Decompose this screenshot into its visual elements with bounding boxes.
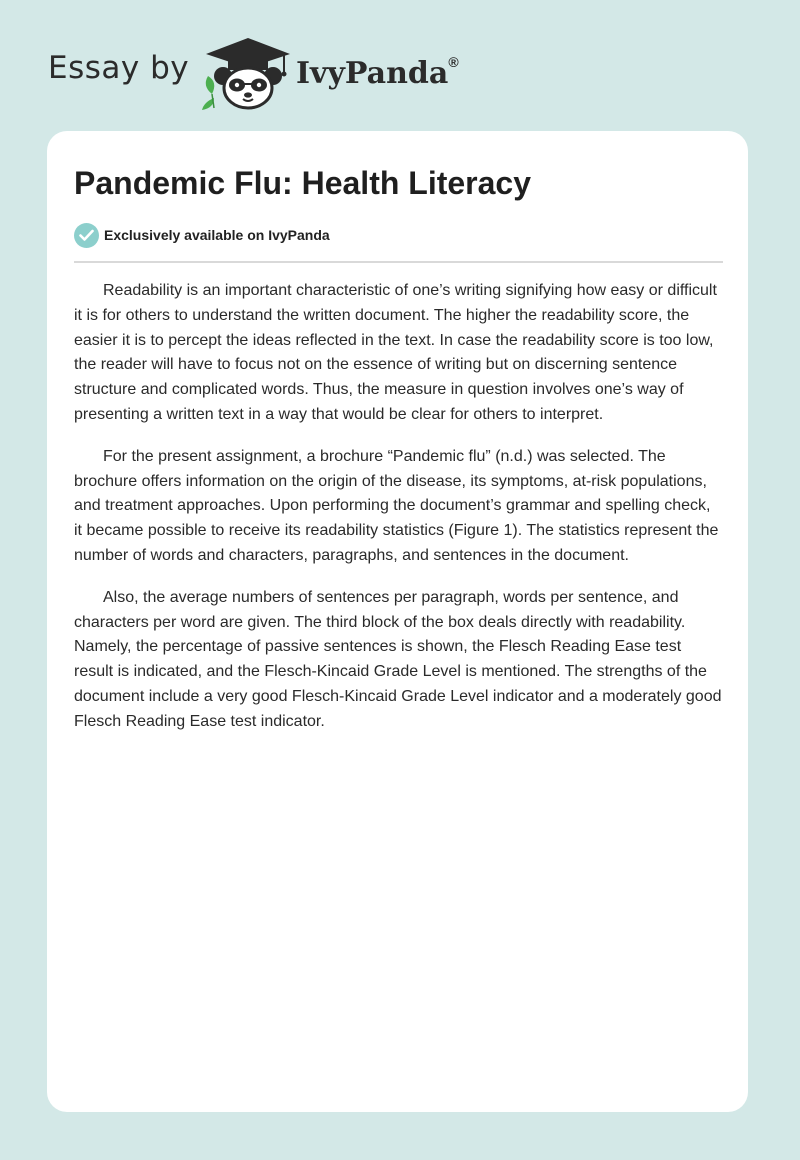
brand-name[interactable]: IvyPanda® — [296, 54, 459, 91]
essay-body — [74, 279, 722, 752]
check-circle-icon — [74, 223, 99, 248]
exclusive-badge-label: Exclusively available on IvyPanda — [104, 227, 330, 243]
essay-card — [47, 131, 748, 1112]
registered-mark: ® — [448, 54, 459, 70]
site-header — [0, 0, 800, 130]
panda-graduate-logo-icon[interactable] — [198, 36, 298, 110]
paragraph: For the present assignment, a brochure “Pandemic flu” (n.d.) was selected. The brochure offers information on the origin of the disease, its symptoms, at-risk populations, and treatment approaches. Upon performing the document’s grammar and spelling check, it became possible to receive its readability statistics (Figure 1). The statistics represent the number of words and characters, paragraphs, and sentences in the document. — [74, 447, 719, 564]
paragraph: Readability is an important characteristic of one’s writing signifying how easy or difficult it is for others to understand the written document. The higher the readability score, the easier it is to percept the ideas reflected in the text. In case the readability score is too low, the reader will have to focus not on the essence of writing but on discerning sentence structure and complicated words. Thus, the measure in question involves one’s way of presenting a written text in a way that would be clear for others to interpret. — [74, 282, 717, 423]
paragraph: Also, the average numbers of sentences per paragraph, words per sentence, and characters per word are given. The third block of the box deals directly with readability. Namely, the percentage of passive sentences is shown, the Flesch Reading Ease test result is indicated, and the Flesch-Kincaid Grade Level is mentioned. The strengths of the document include a very good Flesch-Kincaid Grade Level indicator and a moderately good Flesch Reading Ease test indicator. — [74, 588, 722, 730]
page-title: Pandemic Flu: Health Literacy — [74, 165, 532, 201]
exclusive-badge — [74, 222, 330, 248]
title-divider — [74, 261, 723, 263]
essay-by-label: Essay by — [48, 50, 190, 86]
